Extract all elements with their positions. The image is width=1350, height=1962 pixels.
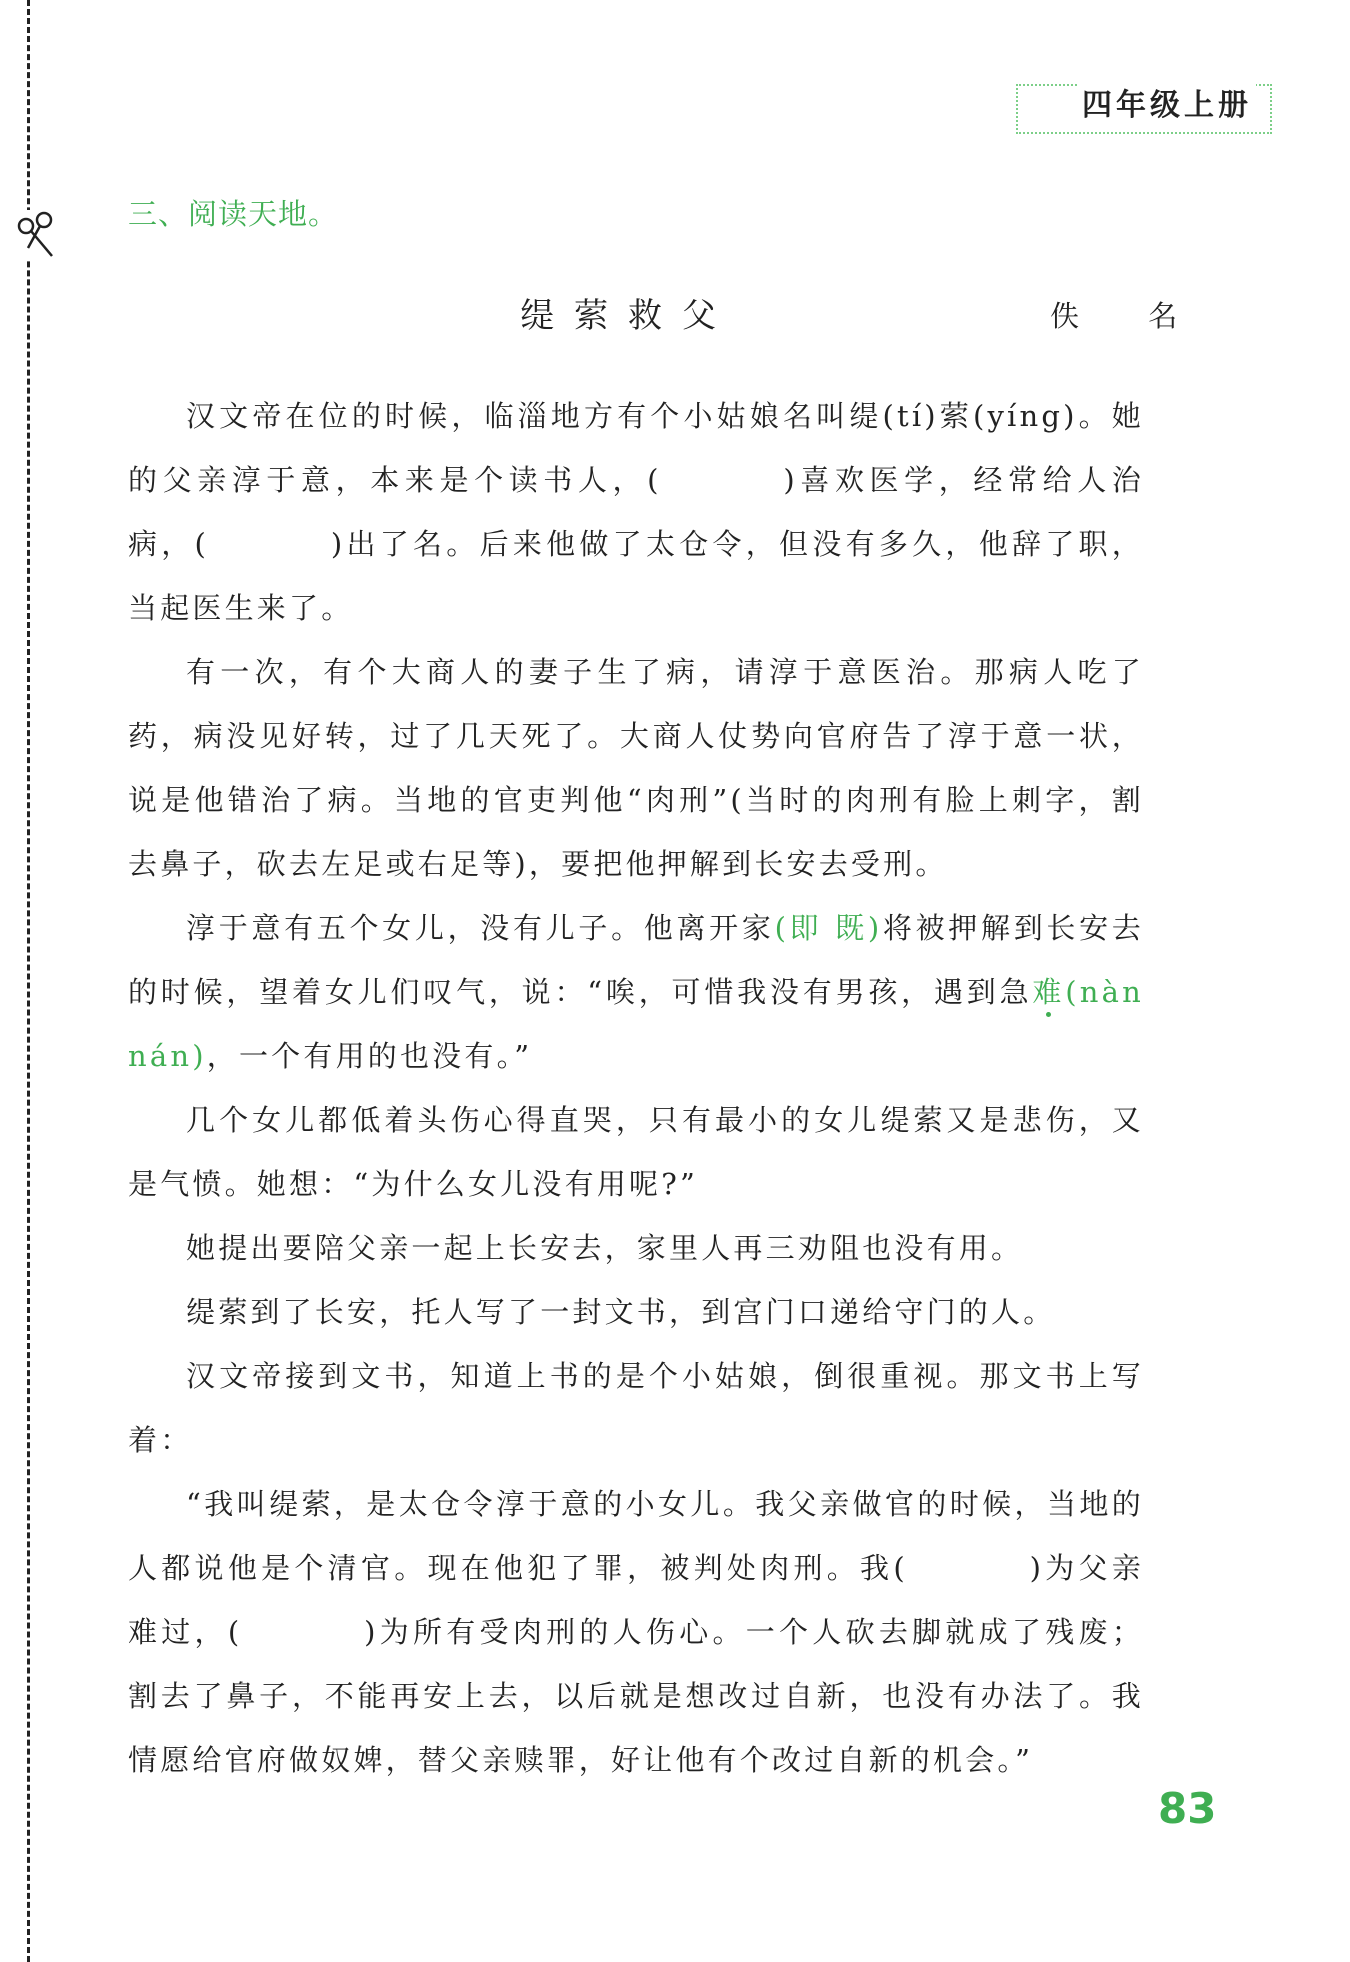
paragraph-8-text-a: “我叫缇萦，是太仓令淳于意的小女儿。我父亲做官的时候，当地的人都说他是个清官。现在他犯了罪，被判处肉刑。我( bbox=[128, 1487, 1144, 1585]
page-number: 83 bbox=[1158, 1784, 1217, 1833]
paragraph-2: 有一次，有个大商人的妻子生了病，请淳于意医治。那病人吃了药，病没见好转，过了几天死了。大商人仗势向官府告了淳于意一状，说是他错治了病。当地的官吏判他“肉刑”(当时的肉刑有脸上刺字，割去鼻子，砍去左足或右足等)，要把他押解到长安去受刑。 bbox=[128, 655, 1144, 881]
paragraph-3 bbox=[128, 896, 1144, 1088]
paragraph-8-text-b: )为父亲难过，( bbox=[128, 1551, 1144, 1649]
paragraph-3-text-a: 淳于意有五个女儿，没有儿子。他离开家 bbox=[186, 911, 775, 945]
paragraph-6: 缇萦到了长安，托人写了一封文书，到宫门口递给守门的人。 bbox=[186, 1295, 1056, 1329]
paragraph-1-text-c: )出了名。后来他做了太仓令，但没有多久，他辞了职，当起医生来了。 bbox=[128, 527, 1144, 625]
article-body bbox=[128, 384, 1144, 1792]
paragraph-3-text-b: 将被押解到长安去的时候，望着女儿们叹气，说：“唉，可惜我没有男孩，遇到急 bbox=[128, 911, 1144, 1009]
paragraph-8-text-c: )为所有受肉刑的人伤心。一个人砍去脚就成了残废；割去了鼻子，不能再安上去，以后就是想改过自新，也没有办法了。我情愿给官府做奴婢，替父亲赎罪，好让他有个改过自新的机会。” bbox=[128, 1615, 1144, 1777]
dashed-cut-line bbox=[27, 0, 30, 1962]
section-title: 三、阅读天地。 bbox=[128, 197, 339, 231]
story-title: 缇萦救父 bbox=[520, 296, 736, 336]
grade-label-box bbox=[1016, 84, 1272, 134]
paragraph-5: 她提出要陪父亲一起上长安去，家里人再三劝阻也没有用。 bbox=[186, 1231, 1024, 1265]
paragraph-1-text-b: )喜欢医学，经常给人治病，( bbox=[128, 463, 1145, 561]
pinyin-choice-option[interactable]: (nàn nán) bbox=[128, 975, 1144, 1073]
scissors-icon bbox=[14, 210, 58, 260]
paragraph-7: 汉文帝接到文书，知道上书的是个小姑娘，倒很重视。那文书上写着： bbox=[128, 1359, 1144, 1457]
paragraph-3-text-c: ，一个有用的也没有。” bbox=[206, 1039, 533, 1073]
grade-label: 四年级上册 bbox=[1078, 80, 1256, 124]
dotted-character: 难 bbox=[1032, 975, 1066, 1009]
paragraph-8 bbox=[128, 1472, 1144, 1792]
word-choice-option[interactable]: (即 既) bbox=[774, 911, 883, 945]
paragraph-1-text-a: 汉文帝在位的时候，临淄地方有个小姑娘名叫缇(tí)萦(yíng)。她的父亲淳于意，本来是个读书人，( bbox=[128, 399, 1144, 497]
paragraph-1 bbox=[128, 384, 1144, 640]
paragraph-4: 几个女儿都低着头伤心得直哭，只有最小的女儿缇萦又是悲伤，又是气愤。她想：“为什么女儿没有用呢?” bbox=[128, 1103, 1144, 1201]
story-author: 佚 名 bbox=[1050, 299, 1208, 333]
